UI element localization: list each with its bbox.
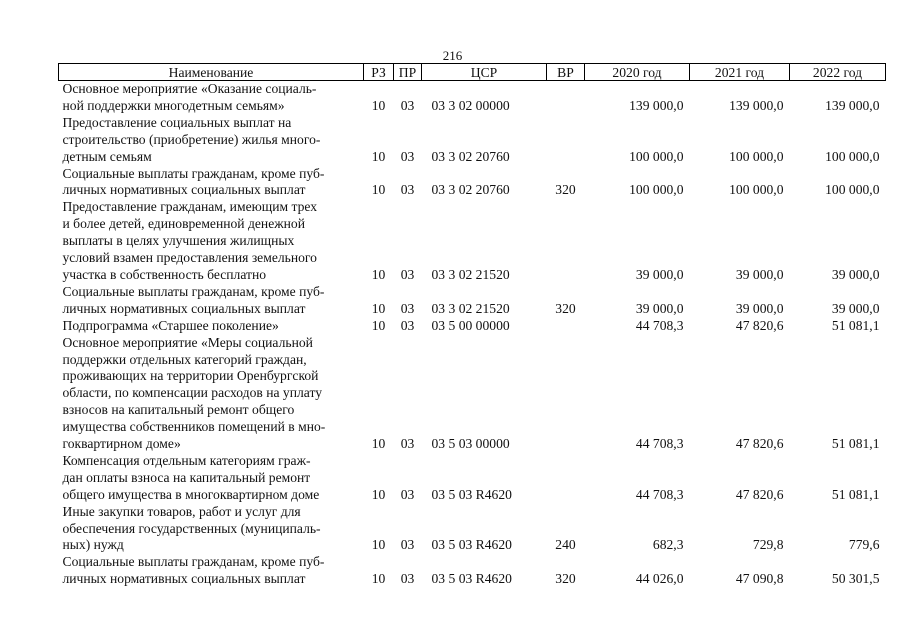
cell-csr: 03 5 03 00000 (431, 436, 510, 452)
cell-rz: 10 (371, 266, 386, 282)
cell-vr (547, 199, 585, 284)
cell-rz: 10 (371, 148, 386, 164)
cell-vr (547, 115, 585, 166)
header-vr: ВР (547, 64, 585, 81)
name-line: взносов на капитальный ремонт общего (62, 402, 295, 418)
cell-rz: 10 (371, 486, 386, 502)
cell-2022: 100 000,0 (825, 148, 880, 164)
cell-vr: 320 (555, 571, 576, 587)
header-row (59, 64, 886, 81)
page-number: 216 (442, 48, 463, 63)
cell-2022: 39 000,0 (831, 300, 880, 316)
table-row (59, 318, 886, 335)
cell-name (59, 199, 364, 284)
name-line: личных нормативных социальных выплат (62, 571, 306, 587)
cell-vr: 320 (555, 300, 576, 316)
name-line: личных нормативных социальных выплат (62, 300, 306, 316)
name-line: Подпрограмма «Старшее поколение» (62, 317, 279, 333)
table-row (59, 453, 886, 504)
cell-vr (547, 453, 585, 504)
cell-2022: 139 000,0 (825, 97, 880, 113)
name-line: строительство (приобретение) жилья много- (62, 131, 321, 147)
cell-name (59, 284, 364, 318)
cell-2021: 39 000,0 (735, 300, 784, 316)
cell-rz: 10 (371, 300, 386, 316)
name-line: детным семьям (62, 148, 152, 164)
name-line: обеспечения государственных (муниципаль- (62, 520, 321, 536)
header-csr: ЦСР (422, 64, 547, 81)
name-line: условий взамен предоставления земельного (62, 250, 317, 266)
cell-csr: 03 5 03 R4620 (431, 571, 512, 587)
cell-2020: 44 708,3 (635, 486, 684, 502)
table-body (59, 81, 886, 589)
cell-2020: 44 708,3 (635, 436, 684, 452)
cell-vr: 320 (555, 182, 576, 198)
header-pr: ПР (394, 64, 422, 81)
name-line: и более детей, единовременной денежной (62, 216, 305, 232)
cell-vr (547, 318, 585, 335)
cell-name (59, 554, 364, 588)
cell-2021: 139 000,0 (729, 97, 784, 113)
cell-name (59, 335, 364, 453)
cell-2022: 51 081,1 (831, 436, 880, 452)
cell-name (59, 81, 364, 115)
cell-pr: 03 (400, 182, 415, 198)
cell-csr: 03 3 02 20760 (431, 182, 510, 198)
cell-rz: 10 (371, 537, 386, 553)
budget-table (58, 63, 886, 588)
name-line: ных) нужд (62, 537, 124, 553)
cell-pr: 03 (400, 571, 415, 587)
name-line: поддержки отдельных категорий граждан, (62, 351, 307, 367)
name-line: Социальные выплаты гражданам, кроме пуб- (62, 283, 325, 299)
table-row (59, 504, 886, 555)
name-line: имущества собственников помещений в мно- (62, 419, 326, 435)
name-line: области, по компенсации расходов на уплату (62, 385, 323, 401)
cell-rz: 10 (371, 182, 386, 198)
cell-2020: 44 708,3 (635, 317, 684, 333)
name-line: гоквартирном доме» (62, 436, 181, 452)
name-line: Основное мероприятие «Меры социальной (62, 334, 313, 350)
cell-csr: 03 5 03 R4620 (431, 486, 512, 502)
cell-pr: 03 (400, 300, 415, 316)
cell-2022: 100 000,0 (825, 182, 880, 198)
table-row (59, 115, 886, 166)
cell-2020: 39 000,0 (635, 266, 684, 282)
cell-2021: 39 000,0 (735, 266, 784, 282)
cell-2021: 47 820,6 (735, 317, 784, 333)
cell-2021: 47 090,8 (735, 571, 784, 587)
cell-pr: 03 (400, 537, 415, 553)
cell-vr: 240 (555, 537, 576, 553)
cell-vr (547, 81, 585, 115)
cell-pr: 03 (400, 317, 415, 333)
name-line: проживающих на территории Оренбургской (62, 368, 319, 384)
table-row (59, 335, 886, 453)
table-row (59, 166, 886, 200)
name-line: личных нормативных социальных выплат (62, 182, 306, 198)
name-line: общего имущества в многоквартирном доме (62, 486, 320, 502)
cell-2021: 47 820,6 (735, 436, 784, 452)
header-2021: 2021 год (690, 64, 790, 81)
name-line: Компенсация отдельным категориям граж- (62, 452, 311, 468)
cell-csr: 03 5 03 R4620 (431, 537, 512, 553)
cell-name (59, 115, 364, 166)
cell-csr: 03 3 02 21520 (431, 266, 510, 282)
cell-2021: 100 000,0 (729, 182, 784, 198)
cell-csr: 03 3 02 00000 (431, 97, 510, 113)
table-row (59, 554, 886, 588)
name-line: Предоставление социальных выплат на (62, 114, 292, 130)
cell-2020: 100 000,0 (629, 182, 684, 198)
cell-2022: 50 301,5 (831, 571, 880, 587)
cell-pr: 03 (400, 148, 415, 164)
cell-name (59, 504, 364, 555)
cell-rz: 10 (371, 571, 386, 587)
cell-rz: 10 (371, 436, 386, 452)
header-name: Наименование (59, 64, 364, 81)
cell-2021: 100 000,0 (729, 148, 784, 164)
name-line: Социальные выплаты гражданам, кроме пуб- (62, 165, 325, 181)
cell-2022: 51 081,1 (831, 486, 880, 502)
table-row (59, 284, 886, 318)
cell-name (59, 166, 364, 200)
cell-csr: 03 5 00 00000 (431, 317, 510, 333)
cell-pr: 03 (400, 486, 415, 502)
name-line: Социальные выплаты гражданам, кроме пуб- (62, 554, 325, 570)
name-line: Основное мероприятие «Оказание социаль- (62, 81, 317, 96)
cell-2020: 682,3 (652, 537, 684, 553)
cell-2020: 139 000,0 (629, 97, 684, 113)
cell-2022: 39 000,0 (831, 266, 880, 282)
cell-2021: 47 820,6 (735, 486, 784, 502)
cell-name (59, 453, 364, 504)
cell-rz: 10 (371, 317, 386, 333)
name-line: выплаты в целях улучшения жилищных (62, 233, 295, 249)
cell-2022: 51 081,1 (831, 317, 880, 333)
cell-2022: 779,6 (848, 537, 880, 553)
cell-csr: 03 3 02 20760 (431, 148, 510, 164)
cell-rz: 10 (371, 97, 386, 113)
cell-vr (547, 335, 585, 453)
cell-pr: 03 (400, 266, 415, 282)
cell-2021: 729,8 (752, 537, 784, 553)
cell-pr: 03 (400, 436, 415, 452)
cell-name (59, 318, 364, 335)
cell-pr: 03 (400, 97, 415, 113)
name-line: Иные закупки товаров, работ и услуг для (62, 503, 301, 519)
name-line: участка в собственность бесплатно (62, 266, 267, 282)
table-row (59, 81, 886, 115)
cell-csr: 03 3 02 21520 (431, 300, 510, 316)
cell-2020: 39 000,0 (635, 300, 684, 316)
name-line: ной поддержки многодетным семьям» (62, 97, 285, 113)
table-row (59, 199, 886, 284)
header-rz: РЗ (364, 64, 394, 81)
header-2020: 2020 год (585, 64, 690, 81)
cell-2020: 100 000,0 (629, 148, 684, 164)
name-line: дан оплаты взноса на капитальный ремонт (62, 469, 311, 485)
name-line: Предоставление гражданам, имеющим трех (62, 199, 318, 215)
cell-2020: 44 026,0 (635, 571, 684, 587)
header-2022: 2022 год (790, 64, 886, 81)
